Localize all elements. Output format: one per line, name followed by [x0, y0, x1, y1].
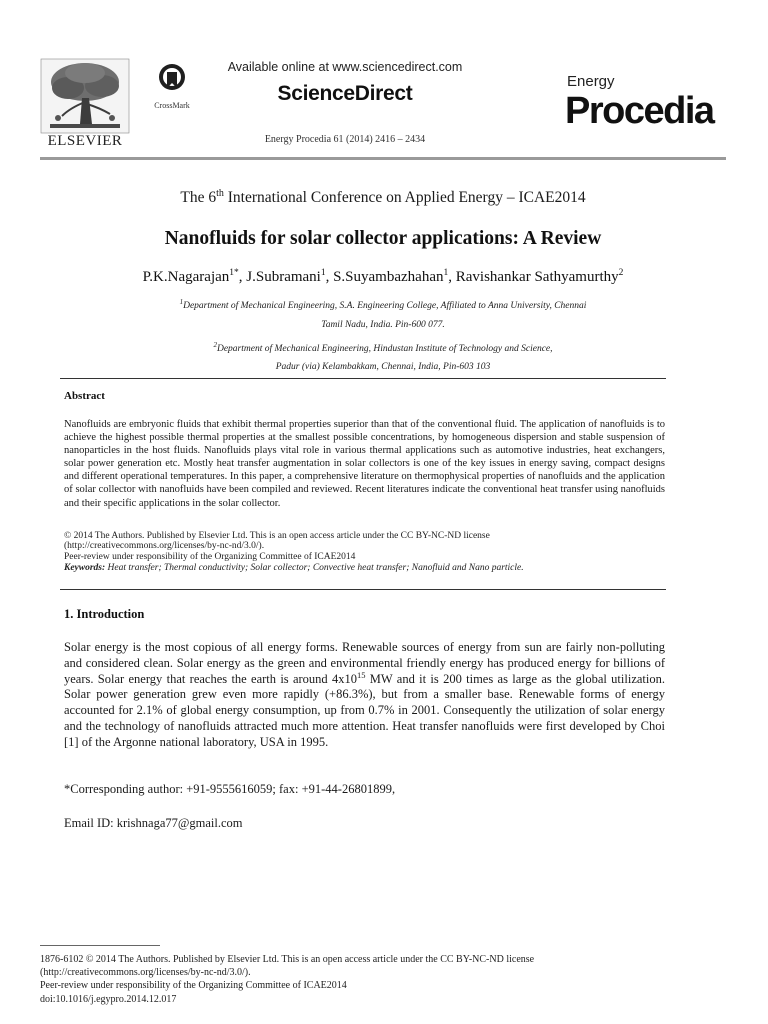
journal-logo-big: Procedia: [565, 90, 714, 132]
keywords: Keywords: Heat transfer; Thermal conductivity; Solar collector; Convective heat transfer; Nanofluid and Nano particle.: [64, 563, 524, 573]
affiliation-1: $^1$Department of Mechanical Engineering, S.A. Engineering College, Affiliated to Anna University, Chennai: [179, 298, 587, 312]
crossmark-icon: [157, 62, 187, 94]
available-online-text: Available online at www.sciencedirect.com: [227, 60, 463, 74]
affiliation-1-address: Tamil Nadu, India. Pin-600 077.: [321, 320, 445, 330]
author-email[interactable]: Email ID: krishnaga77@gmail.com: [64, 816, 243, 830]
page-footer: [40, 953, 726, 1006]
abstract-copyright: © 2014 The Authors. Published by Elsevier Ltd. This is an open access article under the CC BY-NC-ND license (http://creativecommons.org/licenses/by-nc-nd/3.0/). Peer-review under responsibility of the Organizing Committee of ICAE2014: [64, 531, 665, 562]
introduction-body: Solar energy is the most copious of all energy forms. Renewable sources of energy from sun are fairly non-polluting and considered clean. Solar energy as the green and environmental friendly energy has produced energy for billions of years. Solar energy that reaches the earth is around $4x10^{15}$ MW and it is 200 times as large as the global utilization. Solar power generation grew even more rapidly (+86.3%), but from a smaller base. Renewable forms of energy accounted for 2.1% of global energy consumption, up from 0.7% in 2001. Consequently the utilization of solar energy and the technology of nanofluids attracted much more attention. Heat transfer nanofluids were first developed by Choi [1] of the Argonne national laboratory, USA in 1995.: [64, 640, 665, 749]
footer-doi[interactable]: doi:10.1016/j.egypro.2014.12.017: [40, 993, 177, 1005]
footer-copyright: 1876-6102 © 2014 The Authors. Published by Elsevier Ltd. This is an open access article under the CC BY-NC-ND license: [40, 954, 535, 965]
paper-title: Nanofluids for solar collector applications: A Review: [164, 228, 602, 249]
author-name: Ravishankar Sathyamurthy: [455, 269, 619, 285]
abstract-top-rule: [60, 378, 666, 379]
header-divider: [40, 157, 726, 160]
sciencedirect-logo: ScienceDirect: [277, 82, 413, 105]
footnote-rule: [40, 945, 160, 946]
crossmark-label: CrossMark: [154, 101, 190, 110]
footer-license-link[interactable]: (http://creativecommons.org/licenses/by-nc-nd/3.0/).: [40, 967, 251, 979]
journal-logo-small: Energy: [567, 73, 615, 90]
corresponding-author: *Corresponding author: +91-9555616059; fax: +91-44-26801899,: [64, 782, 396, 796]
abstract-body: Nanofluids are embryonic fluids that exhibit thermal properties superior than that of the conventional fluid. The application of nanofluids is to achieve the highest possible thermal properties at the smallest possible concentrations, by homogeneous dispersion and stable suspension of nanoparticles in the host fluids. Nanofluids plays vital role in various thermal applications such as automotive industries, heat exchangers, solar power generation etc. Mostly heat transfer augmentation in solar collectors is one of the key issues in energy saving, compact designs and different operational temperatures. In this paper, a comprehensive literature on thermophysical properties of nanofluids and the application of solar collector with nanofluids have been compiled and reviewed. Recent literatures indicate the conventional heat transfer using nanofluids and their specific applications in the solar collector.: [64, 419, 665, 509]
abstract-heading: Abstract: [64, 390, 105, 402]
author-name: S.Suyambazhahan: [333, 269, 444, 285]
footer-peer-review: Peer-review under responsibility of the Organizing Committee of ICAE2014: [40, 980, 347, 992]
license-link[interactable]: (http://creativecommons.org/licenses/by-nc-nd/3.0/).: [64, 541, 265, 552]
abstract-bottom-rule: [60, 589, 666, 590]
section-heading-introduction: 1. Introduction: [64, 607, 145, 621]
crossmark-badge[interactable]: [150, 62, 194, 112]
journal-reference: Energy Procedia 61 (2014) 2416 – 2434: [264, 134, 426, 145]
author-list: P.K.Nagarajan$^{1*}$, J.Subramani$^1$, S.Suyambazhahan$^1$, Ravishankar Sathyamurthy$^2$: [142, 268, 624, 285]
conference-line: The 6th International Conference on Applied Energy – ICAE2014: [180, 188, 586, 207]
author-name: J.Subramani: [246, 269, 321, 285]
affiliation-2-address: Padur (via) Kelambakkam, Chennai, India, Pin-603 103: [275, 362, 491, 372]
author-name: P.K.Nagarajan: [142, 269, 230, 285]
publisher-name: ELSEVIER: [47, 133, 123, 149]
affiliation-2: $^2$Department of Mechanical Engineering, Hindustan Institute of Technology and Science,: [213, 341, 553, 355]
